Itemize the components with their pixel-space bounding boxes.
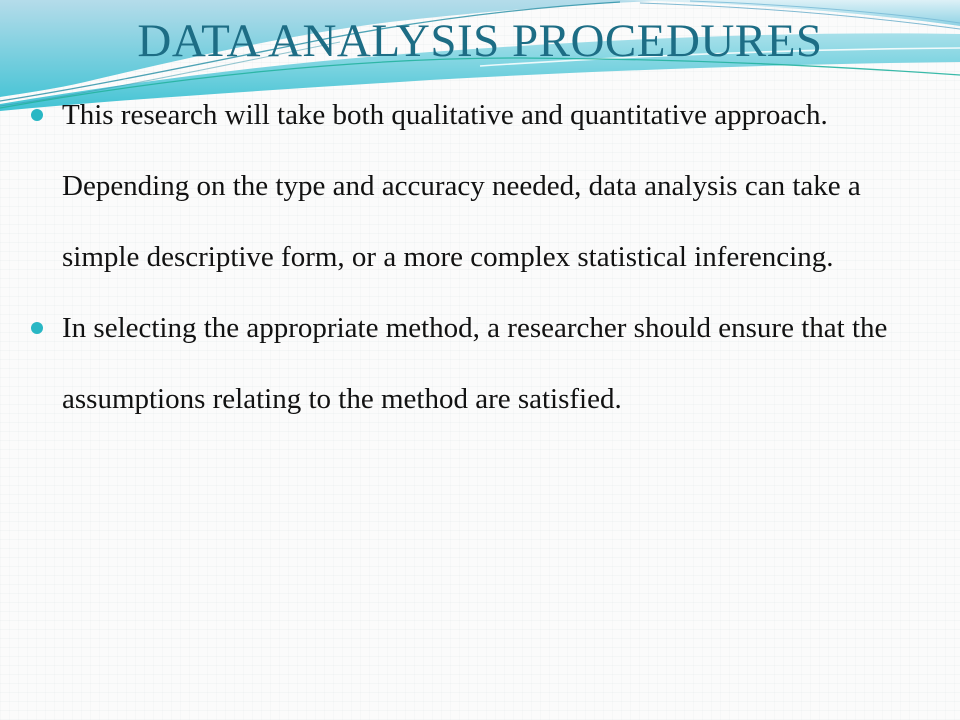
bullet-text: This research will take both qualitative and quantitative approach. Depending on the type and accuracy needed, data analysis can take a simple descriptive form, or a more complex statistical inferencing. xyxy=(62,99,861,273)
list-item xyxy=(28,80,934,293)
bullet-list xyxy=(28,80,934,435)
bullet-dot-icon xyxy=(31,109,43,121)
list-item xyxy=(28,293,934,435)
bullet-dot-icon xyxy=(31,322,43,334)
bullet-text: In selecting the appropriate method, a researcher should ensure that the assumptions relating to the method are satisfied. xyxy=(62,312,888,415)
slide-body xyxy=(28,80,934,435)
slide-title: DATA ANALYSIS PROCEDURES xyxy=(137,15,823,67)
